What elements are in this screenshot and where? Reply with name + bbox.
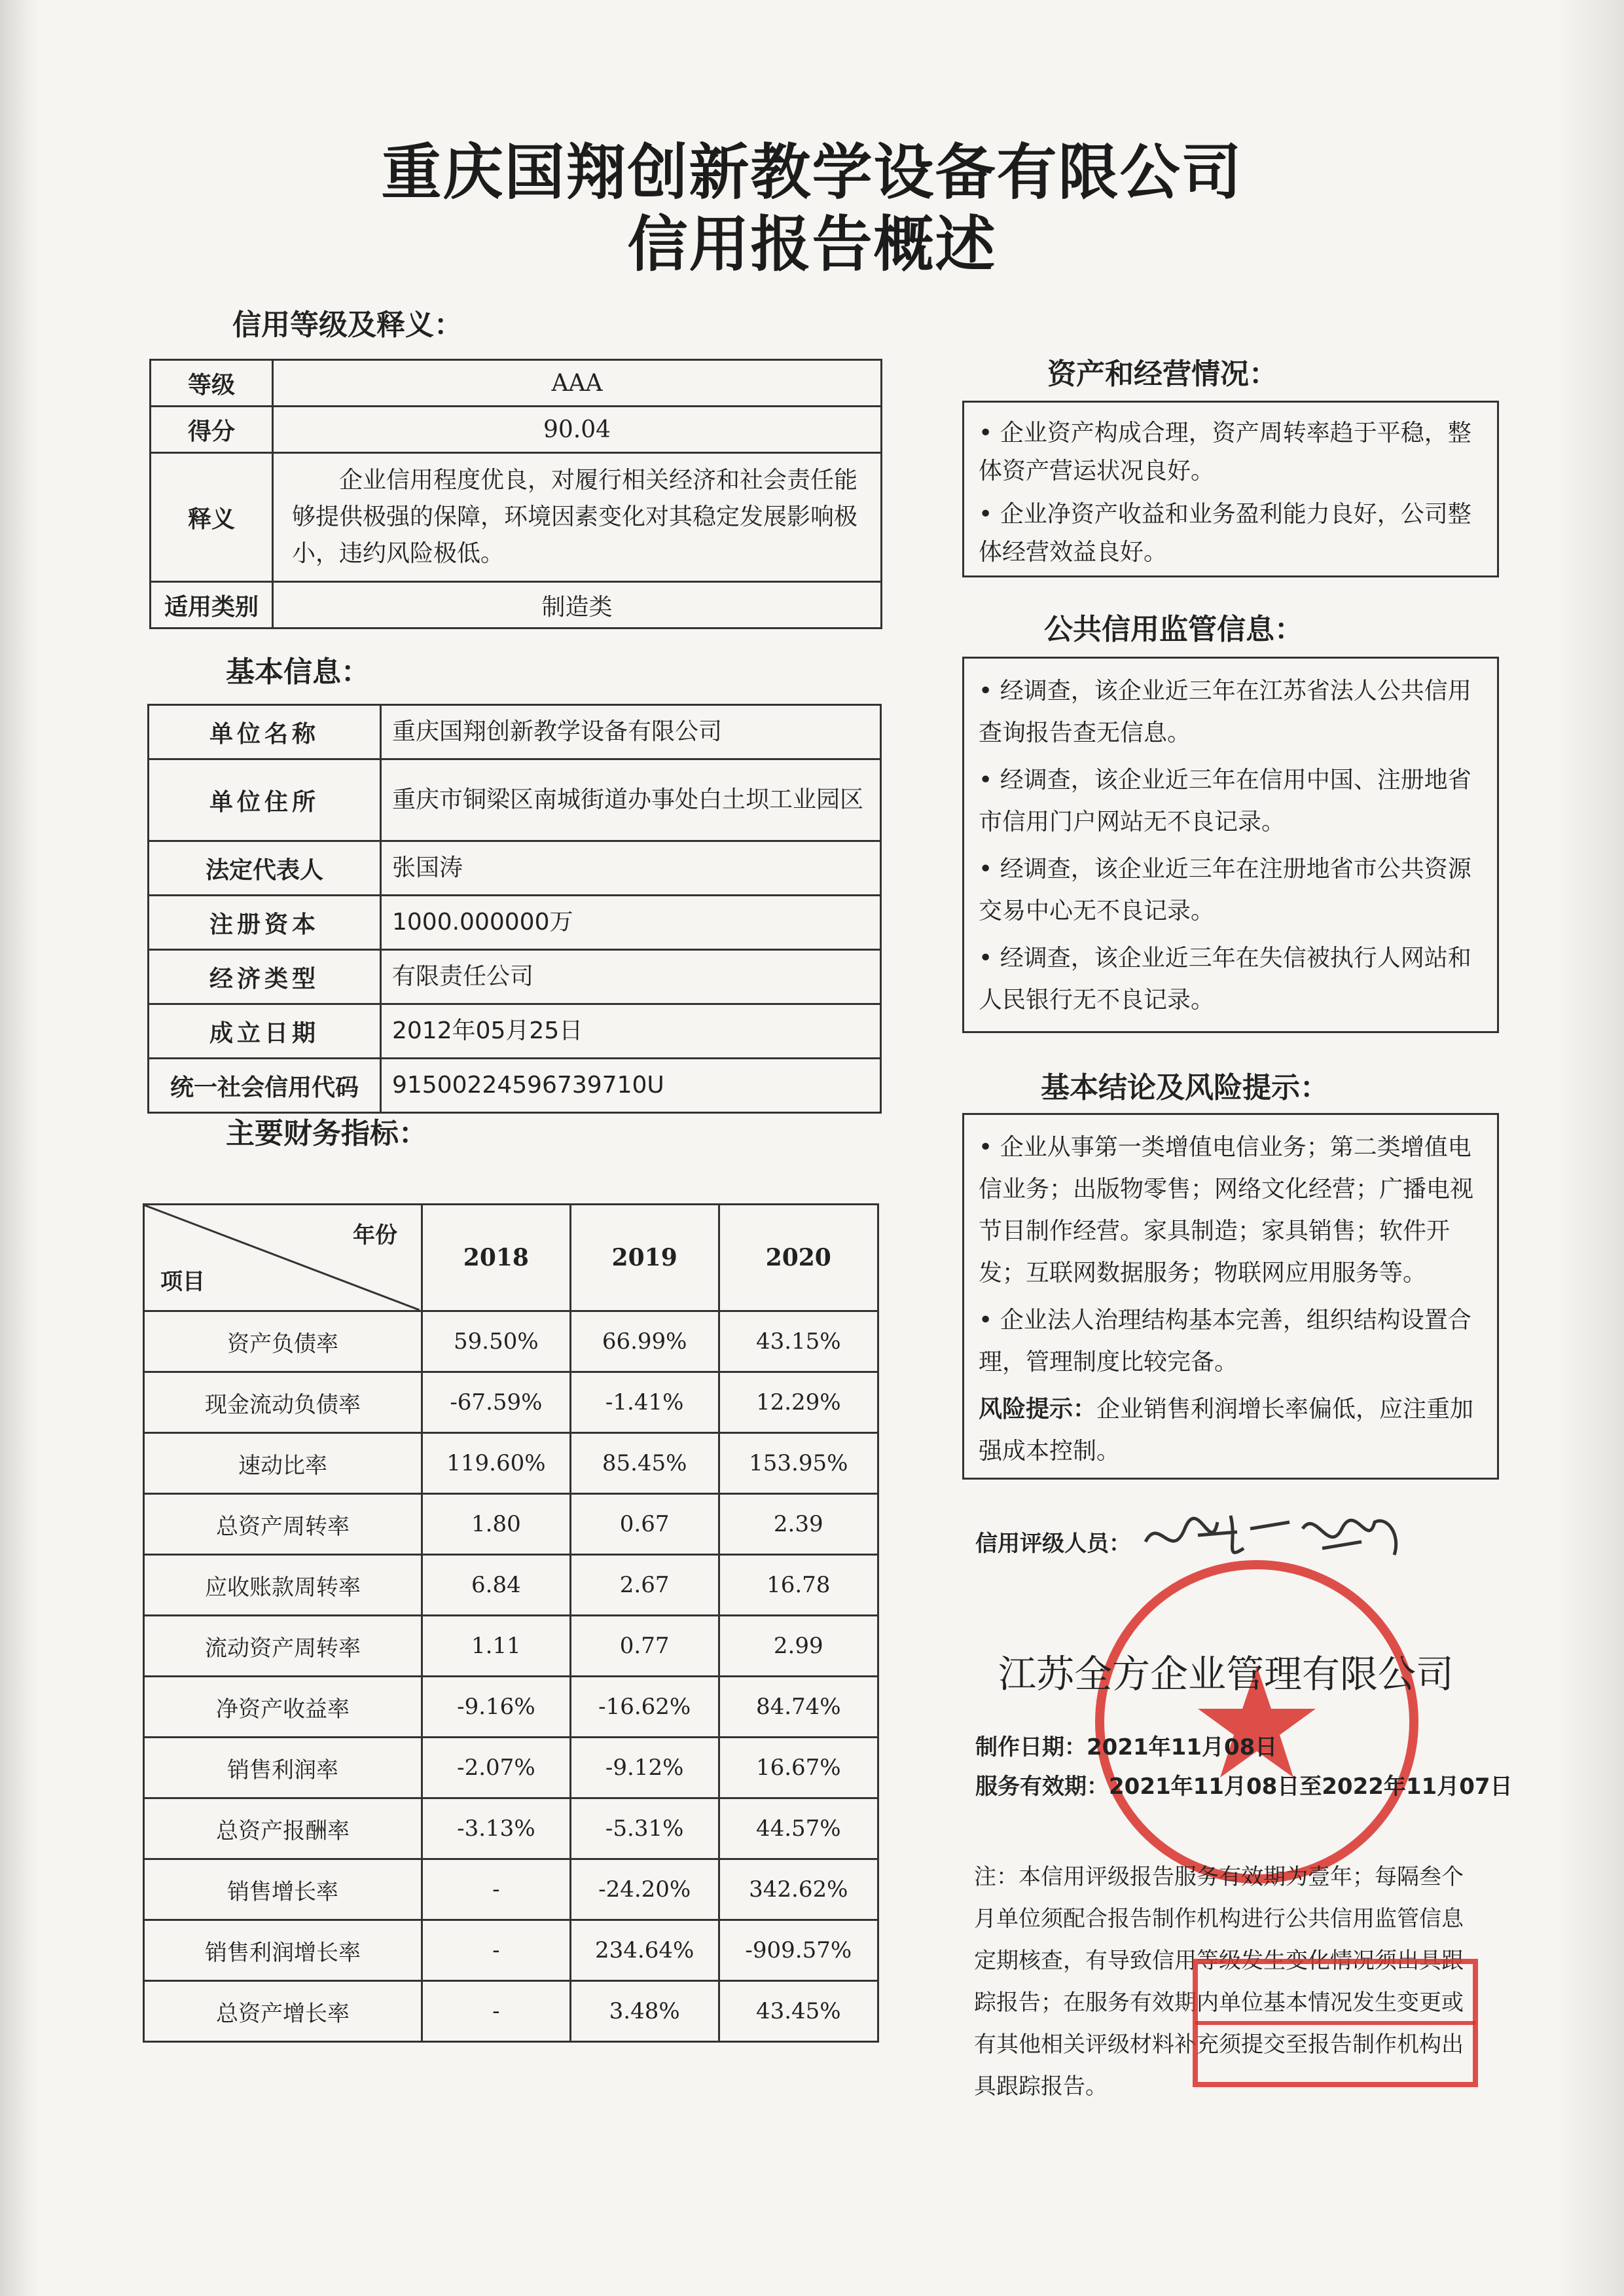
table-row	[144, 1798, 878, 1859]
page-left-edge	[0, 0, 39, 2296]
conclusion-box	[962, 1113, 1499, 1480]
address-label: 单位住所	[149, 759, 381, 841]
year-header: 2020	[719, 1205, 878, 1311]
legal-rep-label: 法定代表人	[149, 841, 381, 896]
metric-value: 43.15%	[719, 1311, 878, 1372]
valid-period	[975, 1768, 1513, 1806]
valid-value: 2021年11月08日至2022年11月07日	[1109, 1774, 1513, 1800]
capital-value: 1000.000000万	[381, 896, 881, 950]
metric-value: -9.12%	[570, 1738, 719, 1798]
explanation-label: 释义	[151, 453, 273, 582]
metric-label: 现金流动负债率	[144, 1372, 422, 1433]
assets-heading: 资产和经营情况：	[1047, 357, 1278, 391]
score-label: 得分	[151, 407, 273, 453]
metric-value: 43.45%	[719, 1981, 878, 2042]
table-row	[144, 1677, 878, 1738]
table-row	[151, 360, 882, 407]
metric-value: 16.78	[719, 1555, 878, 1616]
metric-value: -2.07%	[422, 1738, 571, 1798]
corner-cell	[144, 1205, 422, 1311]
corner-year: 年份	[353, 1222, 397, 1248]
table-row	[151, 453, 882, 582]
econ-type-label: 经济类型	[149, 950, 381, 1004]
supervision-heading: 公共信用监管信息：	[1044, 613, 1303, 646]
metric-value: -1.41%	[570, 1372, 719, 1433]
founded-label: 成立日期	[149, 1004, 381, 1059]
metric-value: -	[422, 1920, 571, 1981]
metric-label: 总资产增长率	[144, 1981, 422, 2042]
legal-rep-value: 张国涛	[381, 841, 881, 896]
finance-heading: 主要财务指标：	[226, 1117, 427, 1150]
issuer-company: 江苏全方企业管理有限公司	[998, 1652, 1454, 1696]
metric-label: 销售利润率	[144, 1738, 422, 1798]
metric-value: -5.31%	[570, 1798, 719, 1859]
metric-value: 2.39	[719, 1494, 878, 1555]
econ-type-value: 有限责任公司	[381, 950, 881, 1004]
metric-value: 2.67	[570, 1555, 719, 1616]
metric-label: 资产负债率	[144, 1311, 422, 1372]
table-row	[149, 841, 881, 896]
table-row	[144, 1205, 878, 1311]
supervision-item: • 经调查，该企业近三年在信用中国、注册地省市信用门户网站无不良记录。	[979, 759, 1483, 843]
metric-value: 0.67	[570, 1494, 719, 1555]
metric-value: -24.20%	[570, 1859, 719, 1920]
table-row	[144, 1920, 878, 1981]
assets-box	[962, 401, 1499, 577]
conclusion-heading: 基本结论及风险提示：	[1041, 1071, 1329, 1104]
category-label: 适用类别	[151, 582, 273, 629]
metric-value: -	[422, 1981, 571, 2042]
grade-value: AAA	[273, 360, 882, 407]
metric-value: -	[422, 1859, 571, 1920]
credit-heading: 信用等级及释义：	[232, 308, 463, 342]
supervision-box	[962, 657, 1499, 1033]
table-row	[144, 1981, 878, 2042]
risk-label: 风险提示：	[979, 1396, 1097, 1423]
table-row	[151, 407, 882, 453]
supervision-item: • 经调查，该企业近三年在江苏省法人公共信用查询报告查无信息。	[979, 670, 1483, 754]
metric-value: -16.62%	[570, 1677, 719, 1738]
table-row	[144, 1311, 878, 1372]
assets-item: • 企业资产构成合理，资产周转率趋于平稳，整体资产营运状况良好。	[979, 414, 1483, 490]
credit-code-label: 统一社会信用代码	[149, 1059, 381, 1113]
basic-heading: 基本信息：	[226, 655, 370, 689]
finance-table	[143, 1203, 879, 2043]
supervision-item: • 经调查，该企业近三年在失信被执行人网站和人民银行无不良记录。	[979, 938, 1483, 1021]
table-row	[149, 896, 881, 950]
filing-stamp	[1191, 1958, 1479, 2088]
metric-value: -3.13%	[422, 1798, 571, 1859]
valid-label: 服务有效期：	[975, 1774, 1109, 1800]
metric-value: 234.64%	[570, 1920, 719, 1981]
table-row	[144, 1555, 878, 1616]
document-title: 重庆国翔创新教学设备有限公司	[381, 137, 1243, 208]
metric-value: 3.48%	[570, 1981, 719, 2042]
org-name-value: 重庆国翔创新教学设备有限公司	[381, 705, 881, 759]
metric-label: 流动资产周转率	[144, 1616, 422, 1677]
made-value: 2021年11月08日	[1087, 1734, 1278, 1760]
metric-label: 总资产报酬率	[144, 1798, 422, 1859]
metric-value: 1.80	[422, 1494, 571, 1555]
conclusion-item: • 企业法人治理结构基本完善，组织结构设置合理，管理制度比较完备。	[979, 1300, 1483, 1383]
metric-value: 66.99%	[570, 1311, 719, 1372]
table-row	[149, 950, 881, 1004]
metric-value: 12.29%	[719, 1372, 878, 1433]
credit-table	[149, 359, 882, 629]
metric-value: 59.50%	[422, 1311, 571, 1372]
table-row	[149, 759, 881, 841]
corner-item: 项目	[160, 1269, 205, 1295]
metric-value: 1.11	[422, 1616, 571, 1677]
metric-value: 0.77	[570, 1616, 719, 1677]
metric-value: 6.84	[422, 1555, 571, 1616]
metric-value: -67.59%	[422, 1372, 571, 1433]
address-value: 重庆市铜梁区南城街道办事处白土坝工业园区	[381, 759, 881, 841]
metric-value: -909.57%	[719, 1920, 878, 1981]
company-seal	[1080, 1545, 1434, 1899]
metric-value: 119.60%	[422, 1433, 571, 1494]
year-header: 2019	[570, 1205, 719, 1311]
made-label: 制作日期：	[975, 1734, 1087, 1760]
metric-value: -9.16%	[422, 1677, 571, 1738]
metric-value: 16.67%	[719, 1738, 878, 1798]
risk-paragraph	[979, 1389, 1483, 1472]
assets-item: • 企业净资产收益和业务盈利能力良好，公司整体经营效益良好。	[979, 496, 1483, 572]
metric-label: 销售利润增长率	[144, 1920, 422, 1981]
conclusion-item: • 企业从事第一类增值电信业务；第二类增值电信业务；出版物零售；网络文化经营；广播电视节目制作经营。家具制造；家具销售；软件开发；互联网数据服务；物联网应用服务等。	[979, 1127, 1483, 1294]
metric-value: 342.62%	[719, 1859, 878, 1920]
risk-text: 企业销售利润增长率偏低，应注重加强成本控制。	[979, 1396, 1474, 1465]
metric-value: 85.45%	[570, 1433, 719, 1494]
metric-label: 销售增长率	[144, 1859, 422, 1920]
table-row	[149, 1004, 881, 1059]
table-row	[144, 1738, 878, 1798]
table-row	[149, 705, 881, 759]
org-name-label: 单位名称	[149, 705, 381, 759]
metric-label: 总资产周转率	[144, 1494, 422, 1555]
founded-value: 2012年05月25日	[381, 1004, 881, 1059]
metric-value: 44.57%	[719, 1798, 878, 1859]
basic-info-table	[147, 704, 882, 1114]
metric-label: 净资产收益率	[144, 1677, 422, 1738]
supervision-item: • 经调查，该企业近三年在注册地省市公共资源交易中心无不良记录。	[979, 848, 1483, 932]
document-subtitle: 信用报告概述	[627, 210, 997, 280]
metric-label: 速动比率	[144, 1433, 422, 1494]
page-right-edge	[1558, 0, 1624, 2296]
table-row	[151, 582, 882, 629]
rater-label: 信用评级人员：	[975, 1531, 1131, 1557]
table-row	[144, 1859, 878, 1920]
table-row	[144, 1494, 878, 1555]
grade-label: 等级	[151, 360, 273, 407]
made-date	[975, 1728, 1277, 1766]
category-value: 制造类	[273, 582, 882, 629]
score-value: 90.04	[273, 407, 882, 453]
table-row	[149, 1059, 881, 1113]
explanation-value: 企业信用程度优良，对履行相关经济和社会责任能够提供极强的保障，环境因素变化对其稳定发展影响极小，违约风险极低。	[273, 453, 882, 582]
metric-label: 应收账款周转率	[144, 1555, 422, 1616]
metric-value: 153.95%	[719, 1433, 878, 1494]
table-row	[144, 1616, 878, 1677]
metric-value: 84.74%	[719, 1677, 878, 1738]
table-row	[144, 1433, 878, 1494]
year-header: 2018	[422, 1205, 571, 1311]
capital-label: 注册资本	[149, 896, 381, 950]
table-row	[144, 1372, 878, 1433]
credit-code-value: 91500224596739710U	[381, 1059, 881, 1113]
validity-note: 注：本信用评级报告服务有效期为壹年；每隔叁个月单位须配合报告制作机构进行公共信用监管信息定期核查，有导致信用等级发生变化情况须出具跟踪报告；在服务有效期内单位基本情况发生变更或有其他相关评级材料补充须提交至报告制作机构出具跟踪报告。	[974, 1864, 1464, 2100]
metric-value: 2.99	[719, 1616, 878, 1677]
